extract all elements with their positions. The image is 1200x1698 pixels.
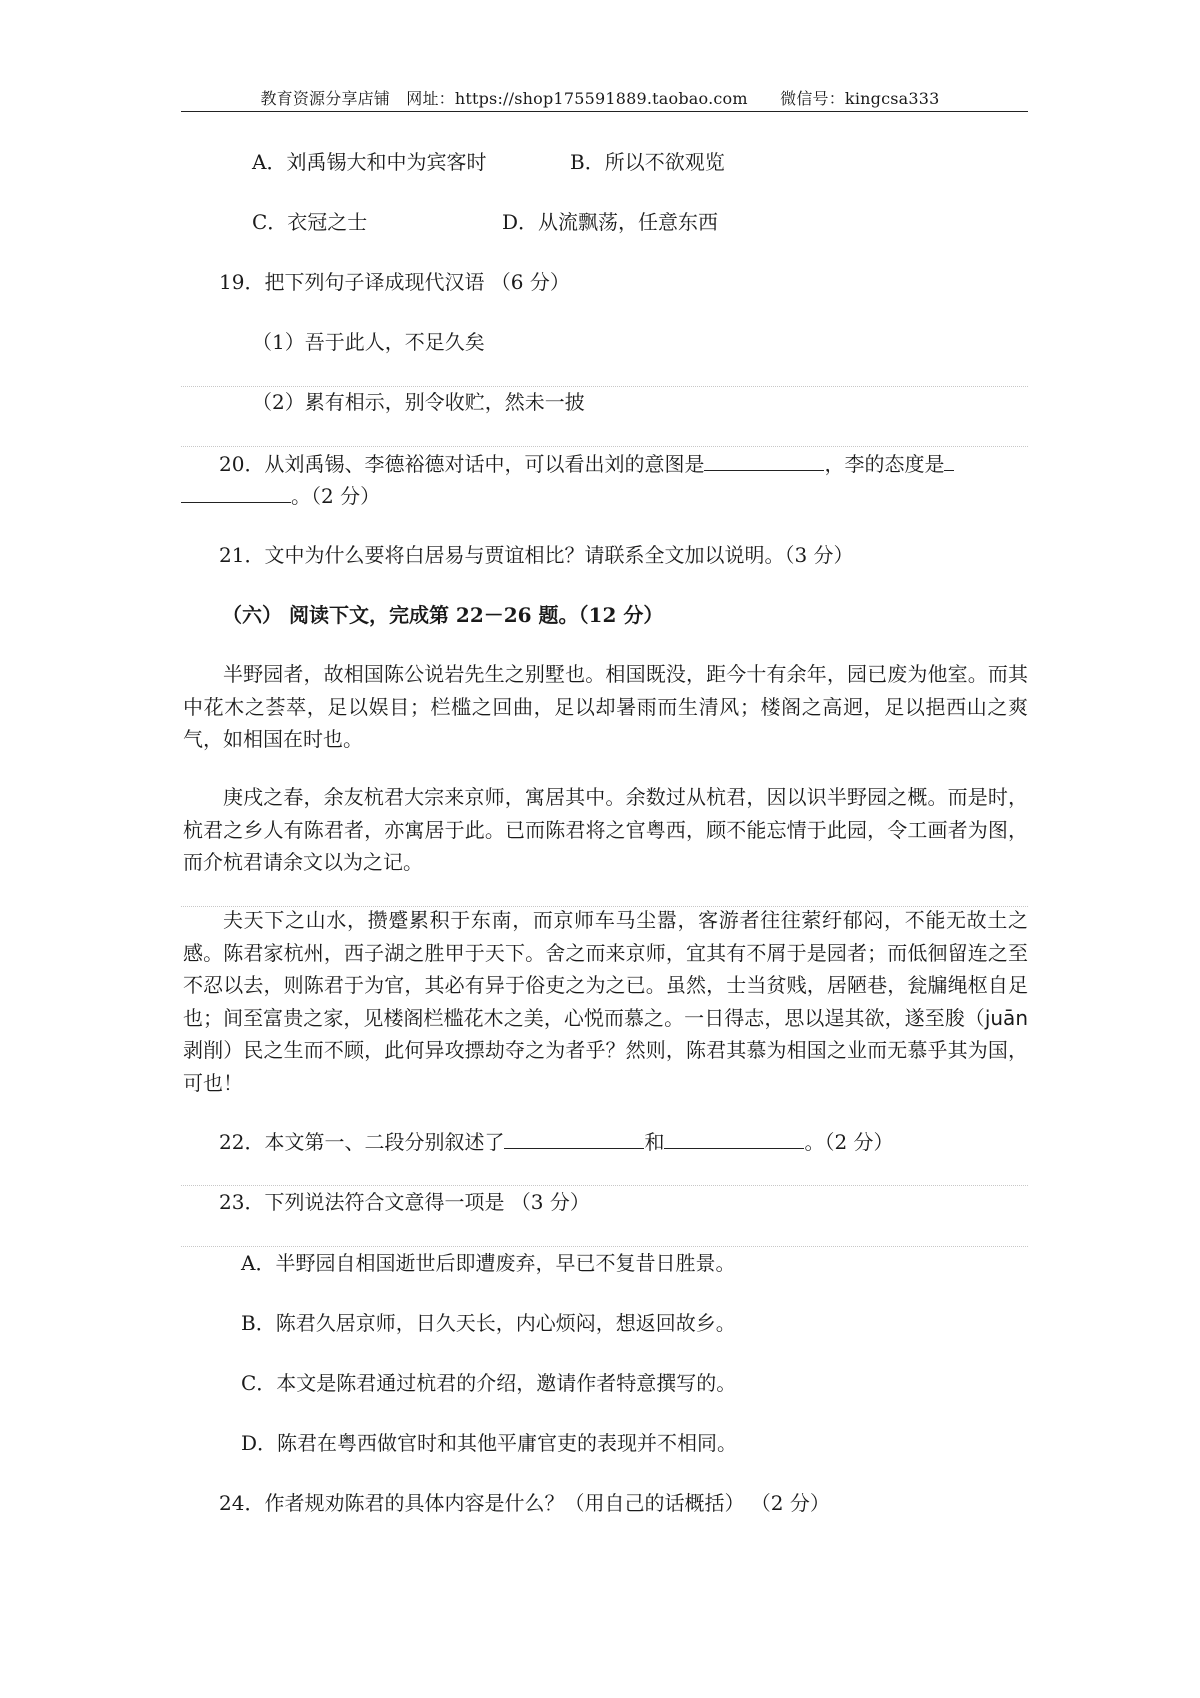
question-23: 23．下列说法符合文意得一项是 （3 分） xyxy=(219,1190,590,1214)
page-header: 教育资源分享店铺 网址：https://shop175591889.taobao.com 微信号：kingcsa333 xyxy=(260,89,940,108)
passage-paragraph-1: 半野园者，故相国陈公说岩先生之别墅也。相国既没，距今十有余年，园已废为他室。而其中花木之荟萃，足以娱目；栏槛之回曲，足以却暑雨而生清风；楼阁之高迥，足以挹西山之爽气，如相国在时也。 xyxy=(183,662,1028,751)
answer-blank[interactable] xyxy=(181,480,291,503)
passage-paragraph-3: 夫天下之山水，攒蹙累积于东南，而京师车马尘嚣，客游者往往萦纡郁闷，不能无故土之感。陈君家杭州，西子湖之胜甲于天下。舍之而来京师，宜其有不屑于是园者；而低徊留连之至不忍以去，则陈君于为官，其必有异于俗吏之为之已。虽然，士当贫贱，居陋巷，瓮牖绳枢自足也；间至富贵之家，见楼阁栏槛花木之美，心悦而慕之。一日得志，思以逞其欲，遂至朘（juān 剥削）民之生而不顾，此何异攻摽劫夺之为者乎？然则，陈君其慕为相国之业而无慕乎其为国，可也！ xyxy=(183,908,1028,1095)
header-rule xyxy=(181,111,1028,112)
answer-blank[interactable] xyxy=(944,448,954,471)
answer-blank[interactable] xyxy=(504,1126,644,1149)
answer-line xyxy=(181,1185,1028,1186)
answer-blank[interactable] xyxy=(664,1126,804,1149)
q23-option-a: A．半野园自相国逝世后即遭废弃，早已不复昔日胜景。 xyxy=(241,1251,736,1275)
question-20: 20．从刘禹锡、李德裕德对话中，可以看出刘的意图是 ，李的态度是 xyxy=(219,448,954,479)
q23-option-d: D．陈君在粤西做官时和其他平庸官吏的表现并不相同。 xyxy=(241,1431,738,1455)
q19-item-1: （1）吾于此人，不足久矣 xyxy=(252,330,485,354)
q19-item-2: （2）累有相示，别令收贮，然未一披 xyxy=(252,390,585,414)
answer-line xyxy=(181,446,1028,447)
option-a: A．刘禹锡大和中为宾客时 xyxy=(252,150,487,174)
question-24: 24．作者规劝陈君的具体内容是什么？（用自己的话概括） （2 分） xyxy=(219,1491,830,1515)
question-19: 19．把下列句子译成现代汉语 （6 分） xyxy=(219,270,570,294)
section-title: （六） 阅读下文，完成第 22－26 题。（12 分） xyxy=(222,603,664,627)
passage-paragraph-2: 庚戌之春，余友杭君大宗来京师，寓居其中。余数过从杭君，因以识半野园之概。而是时，杭君之乡人有陈君者，亦寓居于此。已而陈君将之官粤西，顾不能忘情于此园，令工画者为图，而介杭君请余文以为之记。 xyxy=(183,785,1028,874)
q23-option-c: C．本文是陈君通过杭君的介绍，邀请作者特意撰写的。 xyxy=(241,1371,737,1395)
pinyin: juān xyxy=(984,1005,1028,1030)
question-22: 22．本文第一、二段分别叙述了 和 。（2 分） xyxy=(219,1126,894,1157)
question-21: 21．文中为什么要将白居易与贾谊相比？请联系全文加以说明。（3 分） xyxy=(219,543,854,567)
q23-option-b: B．陈君久居京师，日久天长，内心烦闷，想返回故乡。 xyxy=(241,1311,736,1335)
answer-blank[interactable] xyxy=(704,448,824,471)
option-b: B．所以不欲观览 xyxy=(570,150,725,174)
question-20-cont: 。（2 分） xyxy=(181,480,380,511)
option-d: D．从流飘荡，任意东西 xyxy=(502,210,719,234)
option-c: C．衣冠之士 xyxy=(252,210,368,234)
answer-line xyxy=(181,1246,1028,1247)
